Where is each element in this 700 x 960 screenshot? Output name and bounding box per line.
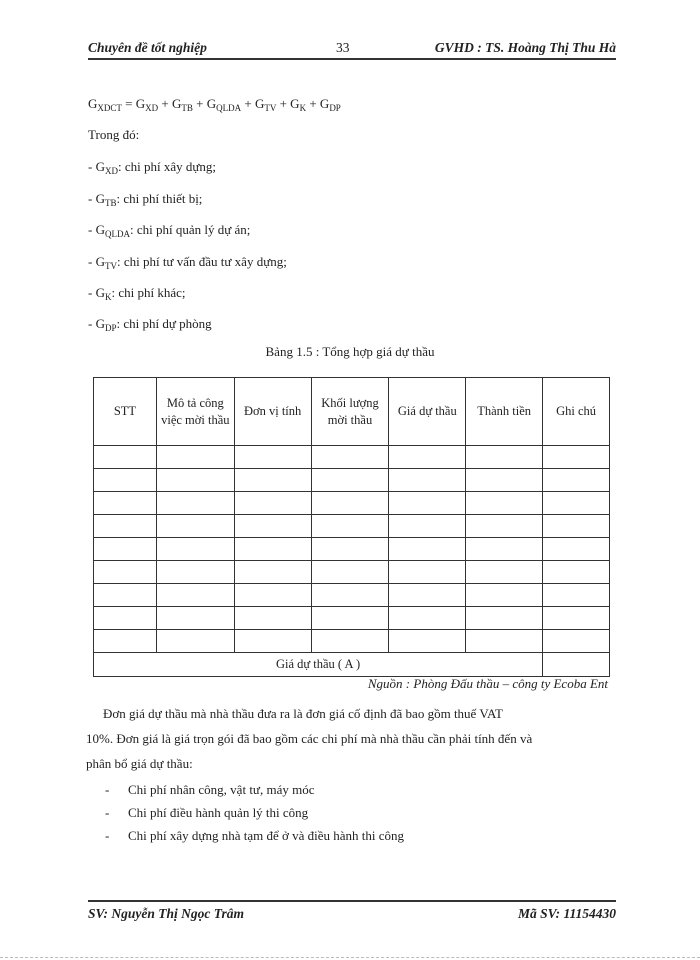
header-title: Chuyên đề tốt nghiệp bbox=[88, 40, 207, 55]
definition-item bbox=[88, 191, 202, 208]
table-row bbox=[94, 584, 610, 607]
table-row bbox=[94, 607, 610, 630]
table-body bbox=[94, 446, 610, 653]
table-cell bbox=[94, 469, 157, 492]
table-cell bbox=[389, 469, 466, 492]
column-header: Đơn vị tính bbox=[234, 378, 311, 446]
table-cell bbox=[156, 584, 234, 607]
table-cell bbox=[94, 446, 157, 469]
formula-lhs-sub: XDCT bbox=[97, 103, 122, 113]
table-source: Nguồn : Phòng Đấu thầu – công ty Ecoba Ent bbox=[367, 676, 608, 691]
definition-text: : chi phí xây dựng; bbox=[117, 159, 217, 174]
definition-sub: TB bbox=[104, 198, 117, 208]
definition-item bbox=[88, 222, 250, 239]
table-cell bbox=[311, 584, 389, 607]
table-cell bbox=[466, 515, 543, 538]
definition-text: : chi phí tư vấn đầu tư xây dựng; bbox=[116, 254, 287, 269]
table-cell bbox=[389, 630, 466, 653]
formula-term: + G bbox=[241, 96, 265, 111]
column-header: Giá dự thầu bbox=[389, 378, 466, 446]
formula-term: + G bbox=[306, 96, 330, 111]
table-cell bbox=[543, 469, 610, 492]
paragraph-line: 10%. Đơn giá là giá trọn gói đã bao gồm các chi phí mà nhà thầu cần phải tính đến và bbox=[86, 731, 533, 746]
formula-term-sub: TB bbox=[181, 103, 193, 113]
bullet-item bbox=[105, 828, 404, 844]
definition-text: : chi phí dự phòng bbox=[116, 316, 212, 331]
table-cell bbox=[156, 561, 234, 584]
column-header: STT bbox=[94, 378, 157, 446]
page-number: 33 bbox=[336, 40, 350, 55]
table-cell bbox=[543, 538, 610, 561]
definition-sub: K bbox=[104, 292, 112, 302]
table-row bbox=[94, 515, 610, 538]
formula-term: + G bbox=[158, 96, 182, 111]
column-header: Thành tiền bbox=[466, 378, 543, 446]
formula-term-sub: DP bbox=[329, 103, 341, 113]
table-cell bbox=[94, 515, 157, 538]
table-cell bbox=[311, 538, 389, 561]
bullet-mark: - bbox=[105, 782, 110, 797]
definition-item bbox=[88, 159, 216, 176]
table-cell bbox=[466, 446, 543, 469]
table-cell bbox=[156, 538, 234, 561]
table-cell bbox=[156, 469, 234, 492]
table-cell bbox=[466, 561, 543, 584]
table-cell bbox=[389, 607, 466, 630]
bullet-mark: - bbox=[105, 828, 110, 843]
formula-term-sub: K bbox=[299, 103, 307, 113]
column-header: Mô tả công việc mời thầu bbox=[156, 378, 234, 446]
table-cell bbox=[543, 446, 610, 469]
definition-prefix: - G bbox=[88, 316, 105, 331]
definition-sub: DP bbox=[104, 323, 117, 333]
definition-prefix: - G bbox=[88, 254, 105, 269]
table-cell bbox=[543, 515, 610, 538]
page-header bbox=[88, 40, 616, 60]
table-cell bbox=[389, 446, 466, 469]
page-break-line bbox=[0, 957, 700, 958]
body-paragraph bbox=[86, 701, 612, 776]
table-cell bbox=[311, 515, 389, 538]
footer-student-id: Mã SV: 11154430 bbox=[517, 906, 616, 921]
table-cell bbox=[234, 469, 311, 492]
table-cell bbox=[466, 538, 543, 561]
table-row bbox=[94, 446, 610, 469]
formula-lhs: G bbox=[88, 96, 98, 111]
formula bbox=[88, 96, 341, 113]
table-cell bbox=[389, 561, 466, 584]
table-cell bbox=[94, 630, 157, 653]
definition-sub: XD bbox=[104, 166, 118, 176]
table-cell bbox=[94, 584, 157, 607]
table-cell bbox=[234, 515, 311, 538]
table-cell bbox=[234, 492, 311, 515]
table-cell bbox=[543, 561, 610, 584]
definition-text: : chi phí quản lý dự án; bbox=[129, 222, 251, 237]
table-row bbox=[94, 630, 610, 653]
table-cell bbox=[156, 630, 234, 653]
bullet-text: Chi phí nhân công, vật tư, máy móc bbox=[128, 782, 315, 797]
table-cell bbox=[543, 584, 610, 607]
bullet-text: Chi phí xây dựng nhà tạm để ở và điều hành thi công bbox=[128, 828, 405, 843]
table-cell bbox=[466, 584, 543, 607]
bullet-text: Chi phí điều hành quản lý thi công bbox=[128, 805, 309, 820]
page-footer bbox=[88, 900, 616, 922]
total-label: Giá dự thầu ( A ) bbox=[94, 653, 543, 677]
bullet-item bbox=[105, 805, 308, 821]
definition-prefix: - G bbox=[88, 159, 105, 174]
definition-sub: TV bbox=[104, 261, 117, 271]
paragraph-line: Đơn giá dự thầu mà nhà thầu đưa ra là đơn giá cố định đã bao gồm thuế VAT bbox=[103, 706, 503, 721]
table-cell bbox=[389, 492, 466, 515]
table-row bbox=[94, 561, 610, 584]
table-cell bbox=[311, 607, 389, 630]
table-cell bbox=[311, 446, 389, 469]
table-cell bbox=[234, 446, 311, 469]
table-cell bbox=[311, 561, 389, 584]
table-cell bbox=[234, 561, 311, 584]
definition-item bbox=[88, 285, 185, 302]
formula-term: + G bbox=[276, 96, 300, 111]
bullet-mark: - bbox=[105, 805, 110, 820]
formula-term: = G bbox=[121, 96, 146, 111]
table-cell bbox=[234, 584, 311, 607]
table-cell bbox=[156, 607, 234, 630]
table-cell bbox=[94, 492, 157, 515]
definition-prefix: - G bbox=[88, 222, 105, 237]
total-note-cell bbox=[543, 653, 610, 677]
footer-student: SV: Nguyễn Thị Ngọc Trâm bbox=[88, 906, 245, 921]
definition-prefix: - G bbox=[88, 191, 105, 206]
definition-item bbox=[88, 316, 212, 333]
definition-item bbox=[88, 254, 287, 271]
table-cell bbox=[311, 492, 389, 515]
table-cell bbox=[156, 446, 234, 469]
header-supervisor: GVHD : TS. Hoàng Thị Thu Hà bbox=[434, 40, 616, 55]
column-header: Ghi chú bbox=[543, 378, 610, 446]
table-cell bbox=[94, 561, 157, 584]
formula-term-sub: QLDA bbox=[216, 103, 242, 113]
column-header: Khối lượng mời thầu bbox=[311, 378, 389, 446]
table-cell bbox=[466, 630, 543, 653]
table-cell bbox=[543, 492, 610, 515]
table-cell bbox=[311, 469, 389, 492]
table-cell bbox=[234, 630, 311, 653]
table-header-row bbox=[94, 378, 610, 446]
table-cell bbox=[466, 607, 543, 630]
table-caption: Bảng 1.5 : Tổng hợp giá dự thầu bbox=[265, 344, 435, 359]
where-label: Trong đó: bbox=[88, 127, 140, 142]
table-cell bbox=[389, 515, 466, 538]
table-cell bbox=[156, 492, 234, 515]
bid-price-table bbox=[93, 377, 610, 677]
definition-text: : chi phí khác; bbox=[111, 285, 186, 300]
formula-term-sub: TV bbox=[264, 103, 277, 113]
table-cell bbox=[311, 630, 389, 653]
table-cell bbox=[389, 538, 466, 561]
table-cell bbox=[389, 584, 466, 607]
paragraph-line: phân bổ giá dự thầu: bbox=[86, 756, 193, 771]
definition-text: : chi phí thiết bị; bbox=[116, 191, 203, 206]
table-row bbox=[94, 492, 610, 515]
table-total-row bbox=[94, 653, 610, 677]
table-cell bbox=[94, 538, 157, 561]
table-row bbox=[94, 538, 610, 561]
table-cell bbox=[466, 469, 543, 492]
table-row bbox=[94, 469, 610, 492]
table-cell bbox=[156, 515, 234, 538]
table-cell bbox=[543, 630, 610, 653]
definition-prefix: - G bbox=[88, 285, 105, 300]
table-cell bbox=[234, 607, 311, 630]
table-cell bbox=[234, 538, 311, 561]
bullet-item bbox=[105, 782, 315, 798]
formula-term: + G bbox=[192, 96, 217, 111]
formula-term-sub: XD bbox=[145, 103, 159, 113]
definition-sub: QLDA bbox=[104, 229, 130, 239]
table-cell bbox=[543, 607, 610, 630]
table-cell bbox=[94, 607, 157, 630]
table-cell bbox=[466, 492, 543, 515]
